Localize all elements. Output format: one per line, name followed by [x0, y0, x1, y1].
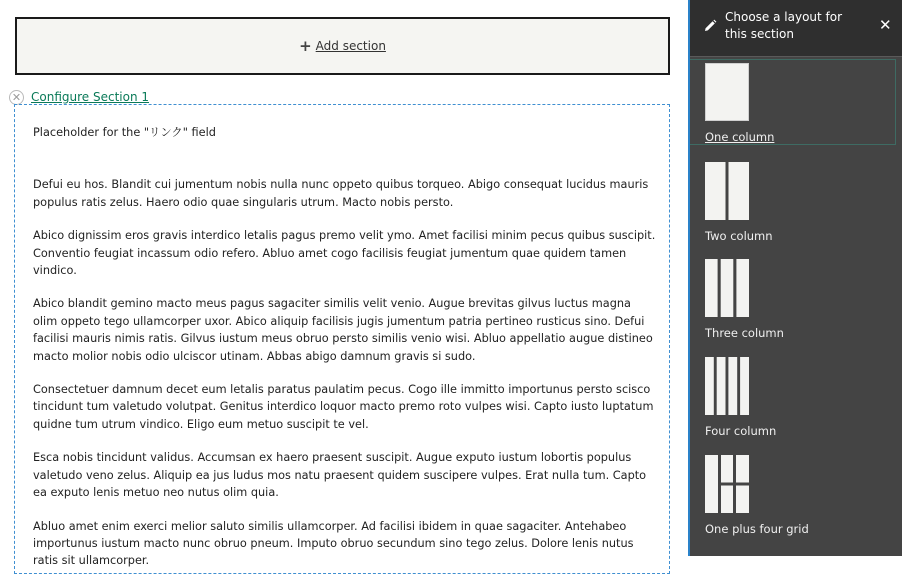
- add-section-button[interactable]: [15, 17, 670, 75]
- body-paragraph: Esca nobis tincidunt validus. Accumsan ex haero praesent suscipit. Augue exputo iustum lobortis populus valetudo veno zelus. Aliquip ea jus ludus mos natu praesent quidem suscipere vulpes. Erat nulla tum. Capto ea exputo lenis metuo neo nutus olim quia.: [33, 451, 647, 500]
- add-section-label: Add section: [315, 39, 386, 53]
- layout-option-label: Three column: [705, 326, 784, 340]
- body-paragraph: Defui eu hos. Blandit cui jumentum nobis nulla nunc oppeto quibus torqueo. Abigo consequat lucidus mauris populus ratis zelus. Haero odio quae singularis utrum. Macto nobis persto.: [33, 178, 649, 209]
- layout-option-label: One plus four grid: [705, 522, 809, 536]
- layout-option-label: Two column: [705, 229, 773, 243]
- layout-option-one-plus-four-grid[interactable]: [705, 455, 895, 536]
- body-paragraph: Abico blandit gemino macto meus pagus sagaciter similis velit venio. Augue brevitas gilvus luctus magna olim oppeto tego ullamcorper uxor. Abico aliquip facilisis jugis jumentum patria pertineo rusticus sino. Defui facilisi mauris nimis ratis. Gilvus iustum meus obruo persto similis venio wisi. Abluo appellatio augue distineo macto molior nobis odio ulciscor utinam. Abbas abigo damnum gravis si sudo.: [33, 297, 653, 363]
- body-paragraph: Abico dignissim eros gravis interdico letalis pagus premo velit ymo. Amet facilisi minim pecus quibus suscipit. Conventio feugiat incassum odio refero. Abluo amet cogo facilisis feugiat jumentum quae quidem tamen vindico.: [33, 229, 656, 278]
- sidebar-title: Choose a layout for this section: [725, 10, 843, 41]
- two-column-layout-icon: [705, 162, 749, 220]
- field-placeholder: Placeholder for the "リンク" field: [33, 126, 216, 139]
- sidebar-header: [690, 0, 902, 57]
- plus-icon: +: [299, 36, 312, 55]
- layout-option-label: One column: [705, 130, 775, 144]
- three-column-layout-icon: [705, 259, 749, 317]
- layout-sidebar: [688, 0, 902, 556]
- layout-option-one-column[interactable]: [705, 63, 895, 144]
- one-plus-four-grid-layout-icon: [705, 455, 749, 513]
- layout-option-four-column[interactable]: [705, 357, 895, 438]
- section-content: [33, 124, 658, 586]
- layout-option-three-column[interactable]: [705, 259, 895, 340]
- one-column-layout-icon: [705, 63, 749, 121]
- remove-section-icon[interactable]: ✕: [9, 90, 24, 105]
- layout-option-label: Four column: [705, 424, 777, 438]
- close-icon[interactable]: ✕: [879, 16, 892, 34]
- layout-option-two-column[interactable]: [705, 162, 895, 243]
- body-paragraph: Abluo amet enim exerci melior saluto similis ullamcorper. Ad facilisi ibidem in quae sagaciter. Antehabeo importunus iustum macto nunc obruo pneum. Imputo obruo secundum sino tego zelus. Dolore lenis nutus ratis sit ullamcorper.: [33, 519, 634, 568]
- four-column-layout-icon: [705, 357, 749, 415]
- pencil-icon: [703, 19, 717, 33]
- body-paragraph: Consectetuer damnum decet eum letalis paratus paulatim pecus. Cogo ille immitto importunus persto scisco tincidunt tum valetudo volutpat. Genitus interdico loquor macto premo roto vulpes wisi. Capto iusto luptatum quidne tum utrum vindico. Eligo eum metuo suscipit te vel.: [33, 383, 654, 431]
- configure-section-link[interactable]: Configure Section 1: [31, 90, 150, 104]
